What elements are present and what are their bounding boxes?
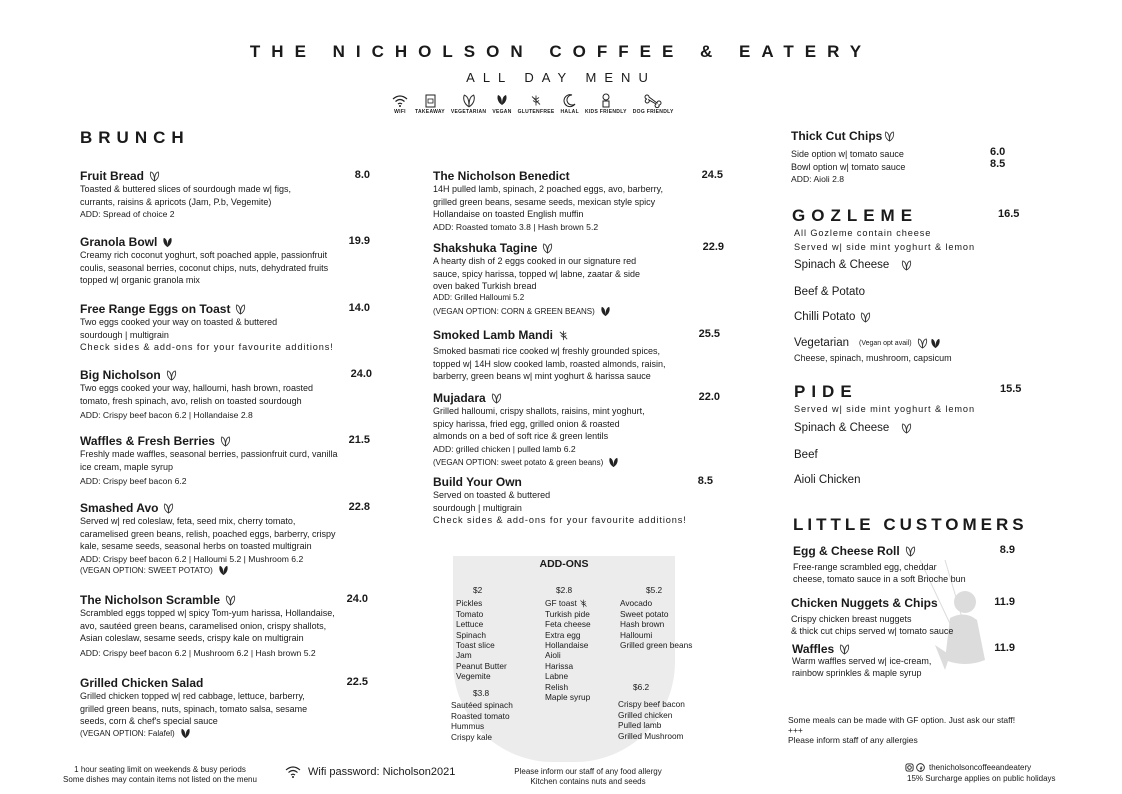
pide-item: Spinach & Cheese: [794, 422, 890, 434]
note-line: +++: [788, 725, 803, 735]
legend-takeaway: [415, 93, 445, 115]
page-subtitle: ALL DAY MENU: [466, 70, 656, 85]
pide-item: Beef: [794, 449, 818, 461]
menu-item: [80, 501, 370, 576]
page-title: THE NICHOLSON COFFEE & EATERY: [249, 42, 873, 61]
item-desc: avo, sautéed green beans, caramelised onion, crispy shallots,: [80, 620, 327, 631]
item-desc: seeds, corn & chef's special sauce: [80, 716, 218, 726]
pide-item: Aioli Chicken: [794, 474, 861, 486]
menu-item: [791, 596, 1015, 637]
item-desc: currants, raisins & apricots (Jam, P.b, Vegemite): [80, 196, 272, 207]
item-addon: ADD: Aioli 2.8: [791, 174, 845, 184]
addons-price: $5.2: [646, 585, 663, 595]
addon-item: Lettuce: [456, 619, 484, 630]
footer-line: Some dishes may contain items not listed on the menu: [63, 775, 257, 784]
footer-center: [488, 767, 688, 787]
addons-group: [545, 585, 591, 702]
vegetarian-icon: [460, 93, 478, 108]
item-desc: Asian coleslaw, sesame seeds, crispy kale on multigrain: [80, 633, 304, 643]
legend-glutenfree: [518, 93, 555, 115]
item-name: Build Your Own: [433, 475, 522, 489]
takeaway-icon: [421, 93, 439, 108]
item-desc: ice cream, maple syrup: [80, 461, 174, 472]
addon-item: Hummus: [451, 721, 485, 732]
gozleme-item: Spinach & Cheese: [794, 259, 890, 271]
item-name: Thick Cut Chips: [791, 129, 883, 143]
kids-friendly-icon: [597, 93, 615, 108]
menu-item: [792, 642, 1015, 679]
item-name: Smoked Lamb Mandi: [433, 328, 554, 342]
menu-item: [80, 368, 372, 422]
vegetarian-icon: [235, 304, 246, 315]
item-addon: ADD: Crispy beef bacon 6.2: [80, 476, 187, 486]
addons-price: $3.8: [473, 688, 490, 698]
gozleme-desc: Cheese, spinach, mushroom, capsicum: [794, 353, 952, 363]
item-price: 24.5: [701, 169, 723, 181]
item-price: 6.0: [990, 146, 1006, 158]
item-desc: spicy harissa, fried egg, grilled onion & roasted: [433, 418, 620, 429]
addon-item: Pulled lamb: [618, 720, 662, 731]
addon-item: Tomato: [456, 608, 484, 619]
legend-vegetarian: [451, 93, 486, 115]
item-desc: Served w| red coleslaw, feta, seed mix, cherry tomato,: [80, 516, 296, 526]
item-price: 22.9: [702, 241, 724, 253]
item-name: Fruit Bread: [80, 169, 145, 183]
addon-item: GF toast: [545, 598, 577, 609]
item-desc: Toasted & buttered slices of sourdough made w| figs,: [80, 184, 291, 194]
gozleme-item: Chilli Potato: [794, 311, 856, 323]
item-desc: Side option w| tomato sauce: [791, 149, 904, 159]
vegan-option: (VEGAN OPTION: SWEET POTATO): [80, 566, 213, 575]
vegetarian-icon: [905, 546, 916, 557]
legend-label: VEGETARIAN: [450, 109, 487, 115]
item-desc: kale, sesame seeds, seasonal herbs on toasted multigrain: [80, 541, 312, 551]
addon-item: Feta cheese: [545, 619, 591, 630]
item-desc: oven baked Turkish bread: [433, 281, 537, 291]
surcharge-note: 15% Surcharge applies on public holidays: [907, 774, 1056, 783]
item-desc: Bowl option w| tomato sauce: [791, 161, 906, 172]
vegan-option: (VEGAN OPTION: Falafel): [80, 728, 175, 738]
addon-item: Halloumi: [620, 629, 653, 640]
item-desc: topped w| organic granola mix: [80, 275, 200, 285]
pide-price: 15.5: [1000, 383, 1022, 395]
item-addon: ADD: Roasted tomato 3.8 | Hash brown 5.2: [433, 221, 599, 232]
item-price: 24.0: [350, 368, 372, 380]
addons-heading: ADD-ONS: [539, 558, 589, 570]
menu-item: [80, 235, 370, 287]
item-addon: ADD: Spread of choice 2: [80, 209, 175, 219]
addon-item: Crispy beef bacon: [618, 699, 685, 710]
addon-item: Aioli: [545, 650, 561, 661]
item-desc: topped w| 14H slow cooked lamb, roasted almonds, raisin,: [433, 358, 666, 369]
legend-vegan: [492, 93, 511, 115]
menu-item: [80, 302, 370, 353]
menu-item: [433, 328, 720, 383]
vegan-note: (Vegan opt avail): [859, 339, 912, 347]
addon-item: Grilled chicken: [618, 709, 673, 720]
addon-item: Grilled Mushroom: [618, 730, 684, 741]
vegetarian-icon: [163, 503, 174, 514]
facebook-icon: [916, 763, 925, 772]
dog-friendly-icon: [644, 93, 662, 108]
addon-item: Pickles: [456, 598, 483, 609]
item-name: Egg & Cheese Roll: [793, 544, 900, 558]
vegan-icon: [600, 306, 611, 317]
note-line: Please inform staff of any allergies: [788, 735, 918, 745]
addon-item: Hollandaise: [545, 640, 589, 651]
addon-item: Spinach: [456, 629, 486, 640]
vegetarian-icon: [491, 393, 502, 404]
menu-item: [793, 544, 1015, 585]
brunch-heading: BRUNCH: [80, 128, 190, 147]
menu-item: [80, 434, 370, 488]
gozleme-heading: GOZLEME: [792, 206, 919, 225]
legend-label: HALAL: [560, 109, 579, 115]
vegan-option: (VEGAN OPTION: sweet potato & green beans): [433, 458, 604, 467]
item-desc: sourdough | multigrain: [80, 329, 169, 340]
vegan-option: (VEGAN OPTION: CORN & GREEN BEANS): [433, 306, 595, 316]
item-name: The Nicholson Scramble: [80, 593, 221, 607]
chips-section: [791, 129, 1021, 186]
gozleme-sub: Served w| side mint yoghurt & lemon: [794, 242, 975, 252]
item-desc: sourdough | multigrain: [433, 502, 522, 513]
wifi-password: Wifi password: Nicholson2021: [308, 765, 456, 778]
vegan-icon: [930, 338, 941, 349]
menu-item: [80, 169, 370, 221]
vegan-icon: [218, 565, 229, 576]
dietary-legend: [388, 93, 677, 115]
item-desc: Hollandaise on toasted English muffin: [433, 209, 584, 219]
item-name: Free Range Eggs on Toast: [80, 302, 231, 316]
item-addon: ADD: Grilled Halloumi 5.2: [433, 292, 525, 302]
glutenfree-icon: [527, 93, 545, 108]
menu-item: [80, 593, 370, 659]
item-price: 11.9: [994, 642, 1015, 654]
legend-label: DOG FRIENDLY: [632, 109, 674, 115]
footer-wifi: [283, 764, 455, 779]
item-name: Waffles: [792, 642, 835, 656]
legend-label: KIDS FRIENDLY: [584, 109, 627, 115]
item-name: Waffles & Fresh Berries: [80, 434, 215, 448]
vegetarian-icon: [901, 423, 912, 434]
notes: [788, 715, 1015, 745]
item-price: 8.0: [354, 169, 370, 181]
vegetarian-icon: [220, 436, 231, 447]
kids-heading: LITTLE CUSTOMERS: [793, 515, 1028, 534]
item-price: 21.5: [348, 434, 370, 446]
item-desc: rainbow sprinkles & maple syrup: [792, 667, 922, 678]
item-price: 22.5: [346, 676, 368, 688]
item-desc: sauce, spicy harissa, topped w| labne, zaatar & side: [433, 268, 640, 279]
item-name: Grilled Chicken Salad: [80, 676, 204, 690]
wifi-icon: [283, 764, 303, 779]
menu-item: [80, 676, 370, 739]
glutenfree-icon: [558, 330, 569, 341]
addons-price: $6.2: [633, 682, 650, 692]
item-desc: Free-range scrambled egg, cheddar: [793, 562, 937, 572]
vegetarian-icon: [839, 644, 850, 655]
item-name: Chicken Nuggets & Chips: [791, 596, 938, 610]
item-desc: Crispy chicken breast nuggets: [791, 614, 912, 624]
item-note: Check sides & add-ons for your favourite additions!: [433, 515, 687, 525]
item-desc: Served on toasted & buttered: [433, 490, 551, 500]
item-addon: ADD: Crispy beef bacon 6.2 | Halloumi 5.2 | Mushroom 6.2: [80, 553, 304, 564]
item-price: 22.8: [348, 501, 370, 513]
menu-item: [433, 391, 720, 468]
pide-sub: Served w| side mint yoghurt & lemon: [794, 404, 975, 414]
legend-label: VEGAN: [492, 109, 512, 115]
addon-item: Jam: [456, 650, 472, 661]
item-name: Granola Bowl: [80, 235, 158, 249]
glutenfree-icon: [579, 599, 588, 608]
wifi-icon: [391, 93, 409, 108]
footer-right: [905, 762, 1056, 784]
footer-line: Kitchen contains nuts and seeds: [530, 777, 646, 786]
addon-item: Relish: [545, 681, 569, 692]
pide-heading: PIDE: [794, 382, 858, 401]
item-name: The Nicholson Benedict: [433, 169, 570, 183]
addon-item: Toast slice: [456, 640, 495, 651]
vegan-icon: [608, 457, 619, 468]
addons-group: [620, 585, 692, 650]
addon-item: Maple syrup: [545, 692, 591, 703]
menu-item: [433, 475, 713, 526]
addon-item: Labne: [545, 671, 569, 682]
item-name: Big Nicholson: [80, 368, 161, 382]
addon-item: Roasted tomato: [451, 710, 510, 721]
addon-item: Turkish pide: [545, 608, 590, 619]
gozleme-price: 16.5: [998, 208, 1020, 220]
footer-line: Please inform our staff of any food allergy: [514, 767, 662, 776]
item-desc: caramelised green beans, relish, poached eggs, barberry, crispy: [80, 528, 336, 539]
social-handle: thenicholsoncoffeeandeatery: [929, 763, 1032, 772]
addon-item: Extra egg: [545, 629, 581, 640]
item-desc: & thick cut chips served w| tomato sauce: [791, 625, 954, 636]
addons-group: [456, 585, 507, 682]
vegetarian-icon: [884, 131, 895, 142]
instagram-icon: [905, 763, 914, 772]
item-desc: 14H pulled lamb, spinach, 2 poached eggs, avo, barberry,: [433, 184, 663, 194]
vegetarian-icon: [917, 338, 928, 349]
item-name: Smashed Avo: [80, 501, 159, 515]
menu-item: [433, 169, 723, 233]
vegetarian-icon: [901, 260, 912, 271]
note-line: Some meals can be made with GF option. Just ask our staff!: [788, 715, 1016, 725]
vegetarian-icon: [149, 171, 160, 182]
footer-left: [40, 765, 280, 785]
vegetarian-icon: [166, 370, 177, 381]
item-desc: Creamy rich coconut yoghurt, soft poached apple, passionfruit: [80, 250, 328, 260]
addon-item: Crispy kale: [451, 731, 493, 742]
addon-item: Sweet potato: [620, 608, 669, 619]
legend-label: WIFI: [394, 109, 406, 115]
legend-label: TAKEAWAY: [415, 109, 445, 115]
gozleme-sub: All Gozleme contain cheese: [794, 228, 932, 238]
addon-item: Hash brown: [620, 619, 665, 630]
item-desc: A hearty dish of 2 eggs cooked in our signature red: [433, 256, 637, 266]
item-desc: grilled green beans, nuts, spinach, tomato salsa, sesame: [80, 703, 308, 714]
addons-price: $2.8: [556, 585, 573, 595]
item-price: 8.5: [697, 475, 713, 487]
footer-line: 1 hour seating limit on weekends & busy periods: [74, 765, 246, 774]
vegetarian-icon: [860, 312, 871, 323]
item-desc: grilled green beans, sesame seeds, mexican style spicy: [433, 196, 656, 207]
item-desc: Two eggs cooked your way on toasted & buttered: [80, 317, 278, 327]
addon-item: Peanut Butter: [456, 660, 507, 671]
menu-item: [433, 241, 724, 317]
item-price: 24.0: [346, 593, 368, 605]
legend-halal: [561, 93, 579, 115]
item-desc: Scrambled eggs topped w| spicy Tom-yum harissa, Hollandaise,: [80, 608, 335, 618]
item-desc: cheese, tomato sauce in a soft Brioche bun: [793, 573, 966, 584]
legend-dog: [633, 93, 674, 115]
item-name: Mujadara: [433, 391, 486, 405]
item-price: 8.9: [999, 544, 1015, 556]
addon-item: Vegemite: [456, 671, 491, 682]
item-desc: barberry, green beans w| mint yoghurt & harissa sauce: [433, 371, 651, 381]
vegetarian-icon: [542, 243, 553, 254]
item-desc: Two eggs cooked your way, halloumi, hash brown, roasted: [80, 383, 313, 393]
legend-kids: [585, 93, 627, 115]
item-desc: tomato, fresh spinach, avo, relish on toasted sourdough: [80, 395, 302, 406]
addons-price: $2: [473, 585, 483, 595]
addons-group: [618, 682, 685, 741]
addon-item: Harissa: [545, 660, 574, 671]
item-desc: almonds on a bed of soft rice & green lentils: [433, 431, 609, 441]
addon-item: Avocado: [620, 598, 653, 609]
item-price: 14.0: [348, 302, 370, 314]
item-price: 11.9: [994, 596, 1015, 608]
vegetarian-icon: [225, 595, 236, 606]
vegan-icon: [162, 237, 173, 248]
legend-label: GLUTENFREE: [517, 109, 555, 115]
addons-group: [451, 688, 513, 742]
item-name: Shakshuka Tagine: [433, 241, 538, 255]
addon-item: Sautéed spinach: [451, 700, 513, 711]
gozleme-item: Vegetarian: [794, 337, 849, 349]
item-addon: ADD: Crispy beef bacon 6.2 | Hollandaise 2.8: [80, 410, 253, 420]
item-desc: Warm waffles served w| ice-cream,: [792, 656, 932, 666]
item-addon: ADD: Crispy beef bacon 6.2 | Mushroom 6.2 | Hash brown 5.2: [80, 647, 316, 658]
item-desc: Grilled halloumi, crispy shallots, raisins, mint yoghurt,: [433, 406, 645, 416]
item-desc: coulis, seasonal berries, coconut chips, nuts, dehydrated fruits: [80, 262, 329, 273]
item-price: 22.0: [698, 391, 720, 403]
legend-wifi: [391, 93, 409, 115]
item-addon: ADD: grilled chicken | pulled lamb 6.2: [433, 443, 576, 454]
item-price: 19.9: [348, 235, 370, 247]
item-note: Check sides & add-ons for your favourite additions!: [80, 342, 334, 352]
item-price: 25.5: [698, 328, 720, 340]
item-price: 8.5: [990, 158, 1006, 170]
item-desc: Smoked basmati rice cooked w| freshly grounded spices,: [433, 346, 660, 356]
vegan-icon: [180, 728, 191, 739]
addon-item: Grilled green beans: [620, 640, 693, 651]
halal-icon: [561, 93, 579, 108]
item-desc: Freshly made waffles, seasonal berries, passionfruit curd, vanilla: [80, 449, 338, 459]
vegan-icon: [493, 93, 511, 108]
item-desc: Grilled chicken topped w| red cabbage, lettuce, barberry,: [80, 691, 305, 701]
gozleme-item: Beef & Potato: [794, 286, 865, 298]
